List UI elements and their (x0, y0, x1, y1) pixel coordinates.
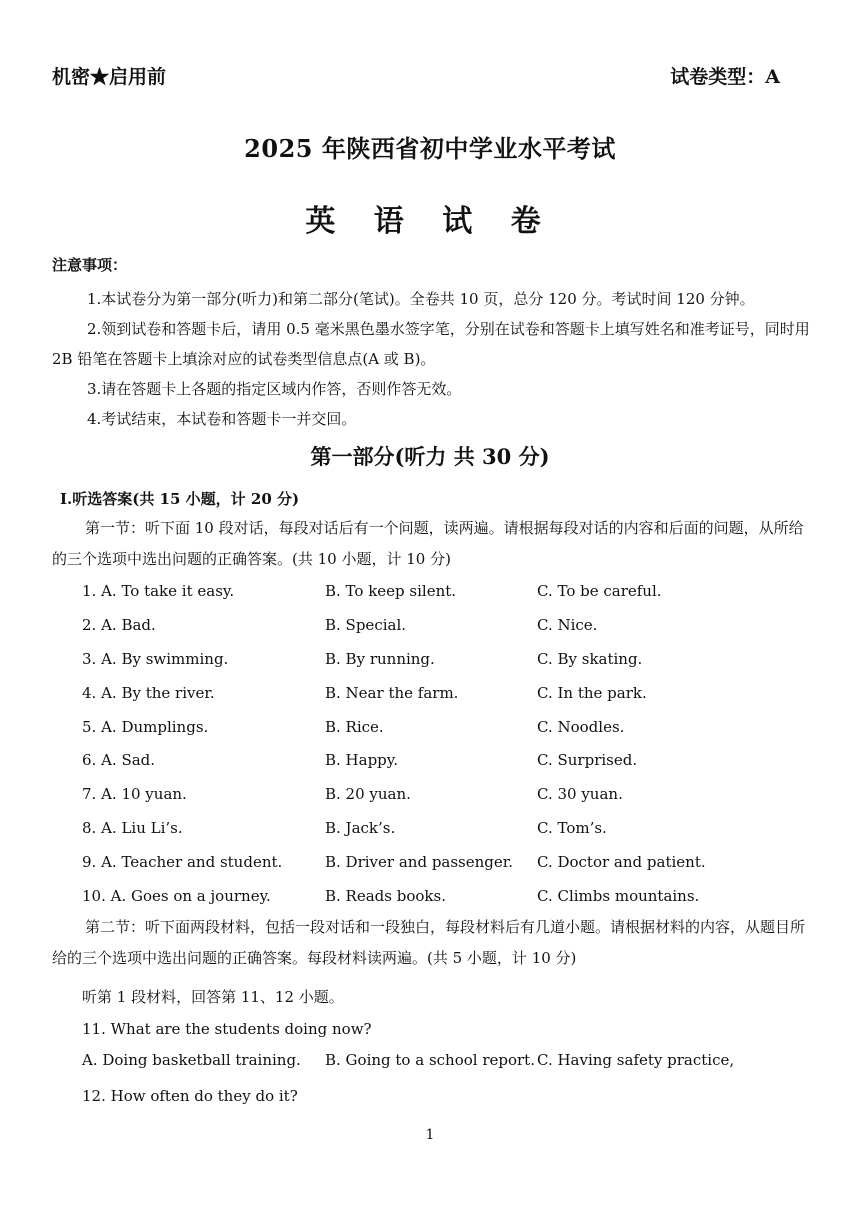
option-b: B. Driver and passenger. (325, 853, 514, 872)
question-row (82, 744, 802, 778)
option-b: B. By running. (325, 649, 435, 668)
notice-list (52, 284, 812, 434)
option-b: B. Happy. (325, 751, 399, 770)
option-c: C. Having safety practice, (537, 1051, 735, 1069)
option-a: 1. A. To take it easy. (82, 582, 235, 600)
option-b: B. Special. (325, 615, 407, 634)
notice-item: 4.考试结束，本试卷和答题卡一并交回。 (87, 410, 357, 428)
option-a: 10. A. Goes on a journey. (82, 887, 271, 906)
option-a: 6. A. Sad. (82, 751, 156, 770)
option-a: A. Doing basketball training. (82, 1051, 301, 1069)
question-row (82, 575, 802, 609)
option-b: B. Reads books. (325, 887, 446, 906)
confidential-label: 机密★启用前 (52, 66, 167, 88)
question-stem: 11. What are the students doing now? (82, 1020, 372, 1038)
option-b: B. Going to a school report. (325, 1051, 535, 1069)
question-row (82, 711, 802, 745)
option-c: C. Noodles. (537, 717, 625, 736)
question-stem: 12. How often do they do it? (82, 1087, 298, 1105)
question-row (82, 677, 802, 711)
option-c: C. To be careful. (537, 582, 662, 600)
question-row (82, 880, 802, 914)
question-row (82, 778, 802, 812)
question-row (82, 609, 802, 643)
section1-instruction-text: 第一节：听下面 10 段对话，每段对话后有一个问题，读两遍。请根据每段对话的内容和后面的问题，从所给的三个选项中选出问题的正确答案。(共 10 小题，计 10 分) (52, 519, 804, 568)
section2-instruction (52, 912, 812, 974)
option-a: 5. A. Dumplings. (82, 717, 209, 736)
notice-item: 2.领到试卷和答题卡后，请用 0.5 毫米黑色墨水签字笔，分别在试卷和答题卡上填写姓名和准考证号，同时用 2B 铅笔在答题卡上填涂对应的试卷类型信息点(A 或 B)。 (52, 320, 810, 368)
option-c: C. Tom’s. (537, 819, 607, 838)
option-b: B. Jack’s. (325, 819, 396, 838)
option-a: 7. A. 10 yuan. (82, 785, 187, 804)
material-intro: 听第 1 段材料，回答第 11、12 小题。 (82, 988, 344, 1006)
part-title: 第一部分(听力 共 30 分) (310, 444, 550, 469)
page-number: 1 (425, 1127, 435, 1143)
question-row (82, 846, 802, 880)
notice-item: 1.本试卷分为第一部分(听力)和第二部分(笔试)。全卷共 10 页，总分 120 分。考试时间 120 分钟。 (87, 290, 755, 308)
option-a: 9. A. Teacher and student. (82, 853, 283, 872)
question-list (82, 575, 802, 914)
option-a: 2. A. Bad. (82, 615, 156, 634)
option-a: 3. A. By swimming. (82, 649, 229, 668)
notice-heading: 注意事项： (52, 256, 128, 274)
option-b: B. Near the farm. (325, 683, 459, 702)
option-c: C. Nice. (537, 615, 598, 634)
option-c: C. Climbs mountains. (537, 887, 700, 906)
option-c: C. Surprised. (537, 751, 638, 770)
option-b: B. To keep silent. (325, 582, 457, 600)
option-c: C. In the park. (537, 683, 647, 702)
exam-title: 2025 年陕西省初中学业水平考试 (244, 134, 616, 163)
paper-type-label: 试卷类型：A (670, 66, 780, 88)
notice-item: 3.请在答题卡上各题的指定区域内作答，否则作答无效。 (87, 380, 462, 398)
option-b: B. Rice. (325, 717, 384, 736)
option-b: B. 20 yuan. (325, 785, 411, 804)
section2-instruction-text: 第二节：听下面两段材料，包括一段对话和一段独白，每段材料后有几道小题。请根据材料的内容，从题目所给的三个选项中选出问题的正确答案。每段材料读两遍。(共 5 小题，计 10 分) (52, 918, 806, 967)
question-11-options (82, 1051, 802, 1077)
section-heading: I.听选答案(共 15 小题，计 20 分) (60, 490, 300, 508)
subject-title: 英 语 试 卷 (305, 204, 555, 239)
question-row (82, 643, 802, 677)
option-c: C. 30 yuan. (537, 785, 623, 804)
option-a: 4. A. By the river. (82, 683, 215, 702)
section1-instruction (52, 513, 812, 575)
question-row (82, 812, 802, 846)
option-c: C. By skating. (537, 649, 643, 668)
option-a: 8. A. Liu Li’s. (82, 819, 183, 838)
option-c: C. Doctor and patient. (537, 853, 706, 872)
